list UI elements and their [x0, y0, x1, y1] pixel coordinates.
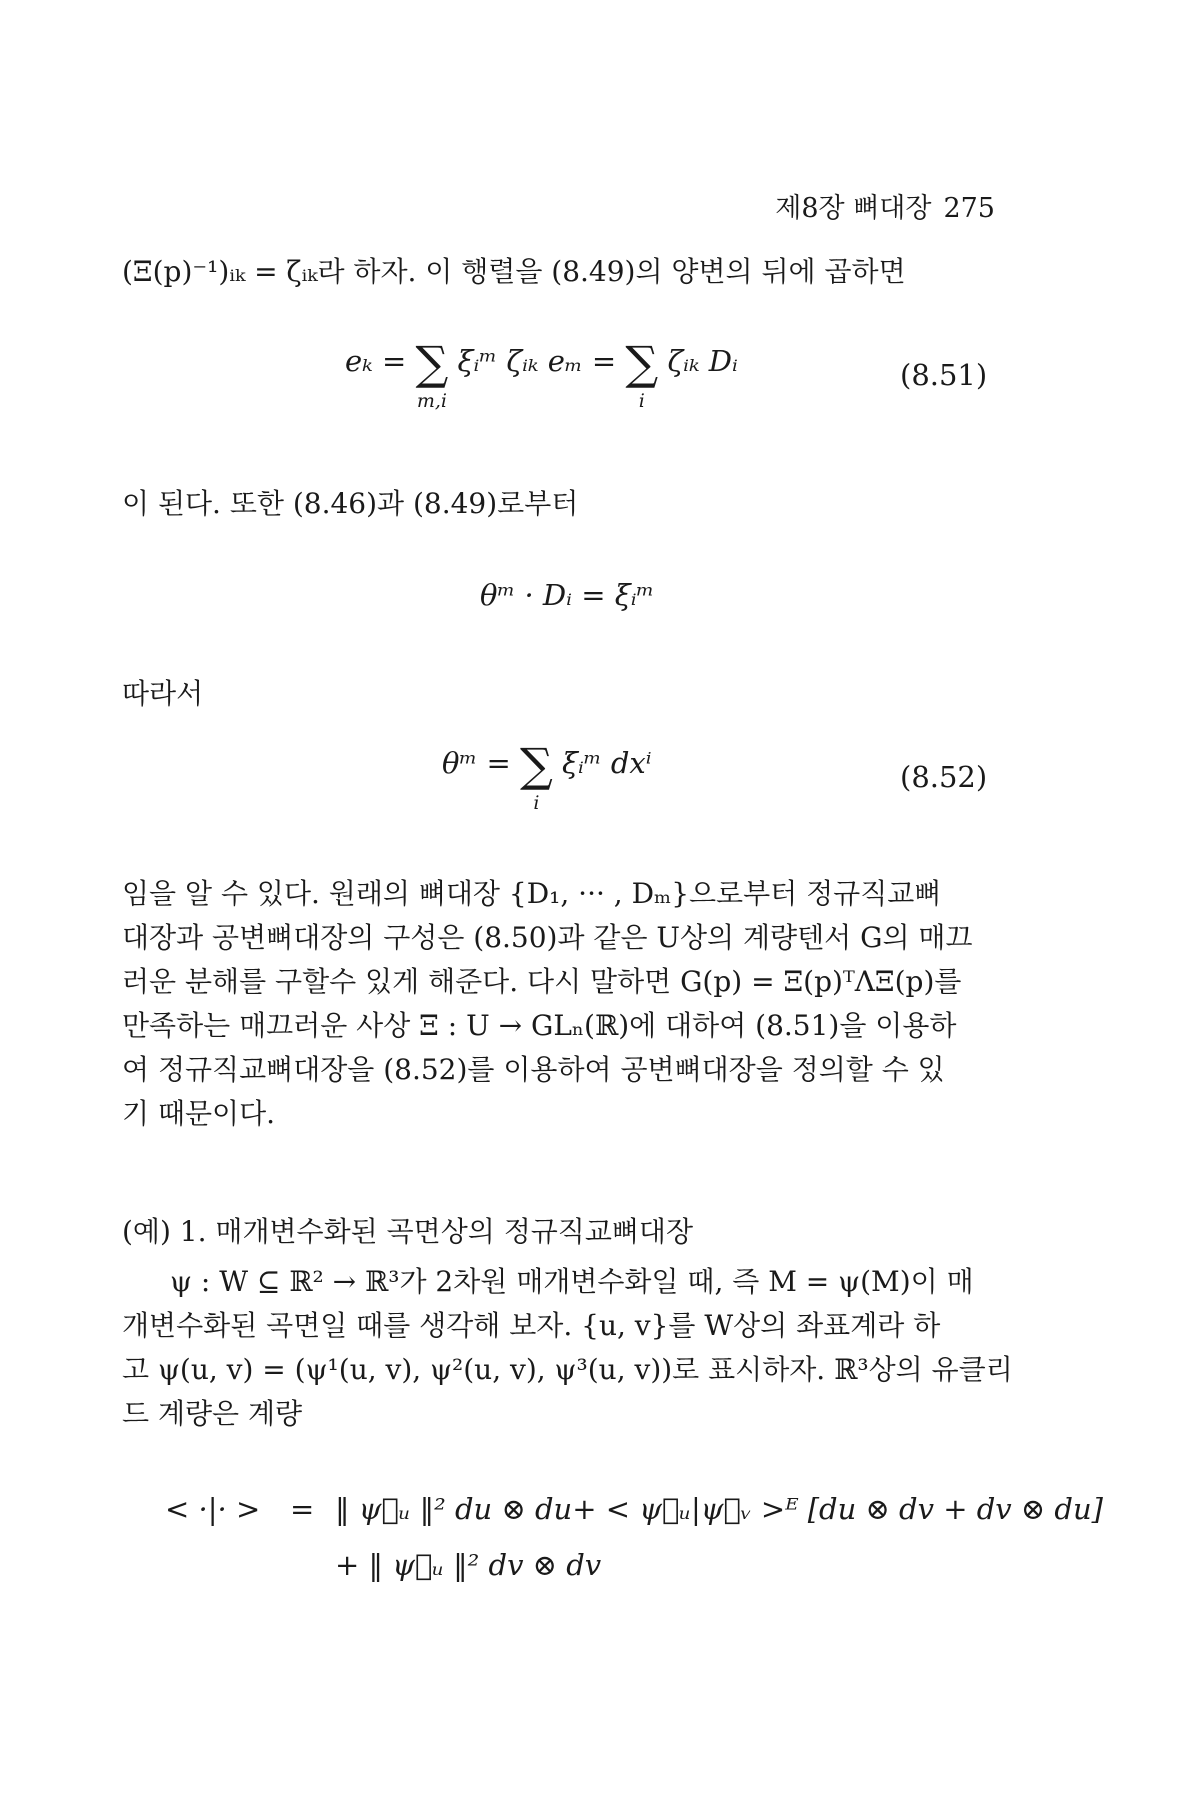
equation-8-51	[345, 336, 738, 412]
paragraph-line: 기 때문이다.	[122, 1097, 276, 1130]
equation-number-8-51: (8.51)	[900, 358, 988, 392]
example-line: ψ : W ⊆ ℝ² → ℝ³가 2차원 매개변수화일 때, 즉 M = ψ(M)이 매	[170, 1265, 974, 1298]
paragraph-line: 러운 분해를 구할수 있게 해준다. 다시 말하면 G(p) = Ξ(p)ᵀΛΞ(p)를	[122, 965, 962, 998]
running-header	[775, 186, 995, 225]
metric-eq-lhs: < ·|· >	[165, 1492, 261, 1526]
example-line: 개변수화된 곡면일 때를 생각해 보자. {u, v}를 W상의 좌표계라 하	[122, 1309, 941, 1342]
eq-852-term: ξᵢᵐ dxⁱ	[562, 746, 652, 780]
body-paragraph	[122, 877, 1012, 1150]
sum-limits: i	[638, 390, 645, 412]
metric-eq-line1: ‖ ψ⃗ᵤ ‖² du ⊗ du+ < ψ⃗ᵤ|ψ⃗ᵥ >ᴱ [du ⊗ dv + dv ⊗ du]	[335, 1492, 1103, 1526]
metric-eq-line2: + ‖ ψ⃗ᵤ ‖² dv ⊗ dv	[335, 1548, 602, 1582]
metric-eq-equals: =	[290, 1492, 315, 1526]
eq-851-term2: ζᵢₖ Dᵢ	[667, 344, 738, 378]
paragraph-line: 여 정규직교뼈대장을 (8.52)를 이용하여 공변뼈대장을 정의할 수 있	[122, 1053, 945, 1086]
example-title: (예) 1. 매개변수화된 곡면상의 정규직교뼈대장	[122, 1215, 694, 1248]
sum-limits: i	[533, 792, 540, 814]
paragraph-line: 대장과 공변뼈대장의 구성은 (8.50)과 같은 U상의 계량텐서 G의 매끄	[122, 921, 973, 954]
example-line: 드 계량은 계량	[122, 1397, 303, 1430]
intro-line: (Ξ(p)⁻¹)ᵢₖ = ζᵢₖ라 하자. 이 행렬을 (8.49)의 양변의 뒤에 곱하면	[122, 255, 906, 288]
after-equation-text: 이 된다. 또한 (8.46)과 (8.49)로부터	[122, 487, 579, 520]
page-number: 275	[943, 193, 995, 224]
paragraph-line: 만족하는 매끄러운 사상 Ξ : U → GLₙ(ℝ)에 대하여 (8.51)을 이용하	[122, 1009, 957, 1042]
example-line: 고 ψ(u, v) = (ψ¹(u, v), ψ²(u, v), ψ³(u, v))로 표시하자. ℝ³상의 유클리	[122, 1353, 1013, 1386]
eq-852-lhs: θᵐ =	[442, 746, 511, 780]
eq-851-lhs: eₖ =	[345, 344, 407, 378]
sum-limits: m,i	[416, 390, 447, 412]
chapter-title: 제8장 뼈대장	[775, 193, 932, 224]
paragraph-line: 임을 알 수 있다. 원래의 뼈대장 {D₁, ··· , Dₘ}으로부터 정규직교뼈	[122, 877, 942, 910]
sum-symbol: ∑ i	[519, 738, 553, 814]
equation-8-52	[442, 738, 652, 814]
equation-number-8-52: (8.52)	[900, 760, 988, 794]
eq-851-term1: ξᵢᵐ ζᵢₖ eₘ =	[457, 344, 617, 378]
therefore-text: 따라서	[122, 677, 204, 710]
sum-symbol: ∑ m,i	[415, 336, 449, 412]
sum-symbol: ∑ i	[625, 336, 659, 412]
equation-theta-d: θᵐ · Dᵢ = ξᵢᵐ	[480, 578, 655, 612]
example-paragraph	[122, 1265, 1013, 1458]
